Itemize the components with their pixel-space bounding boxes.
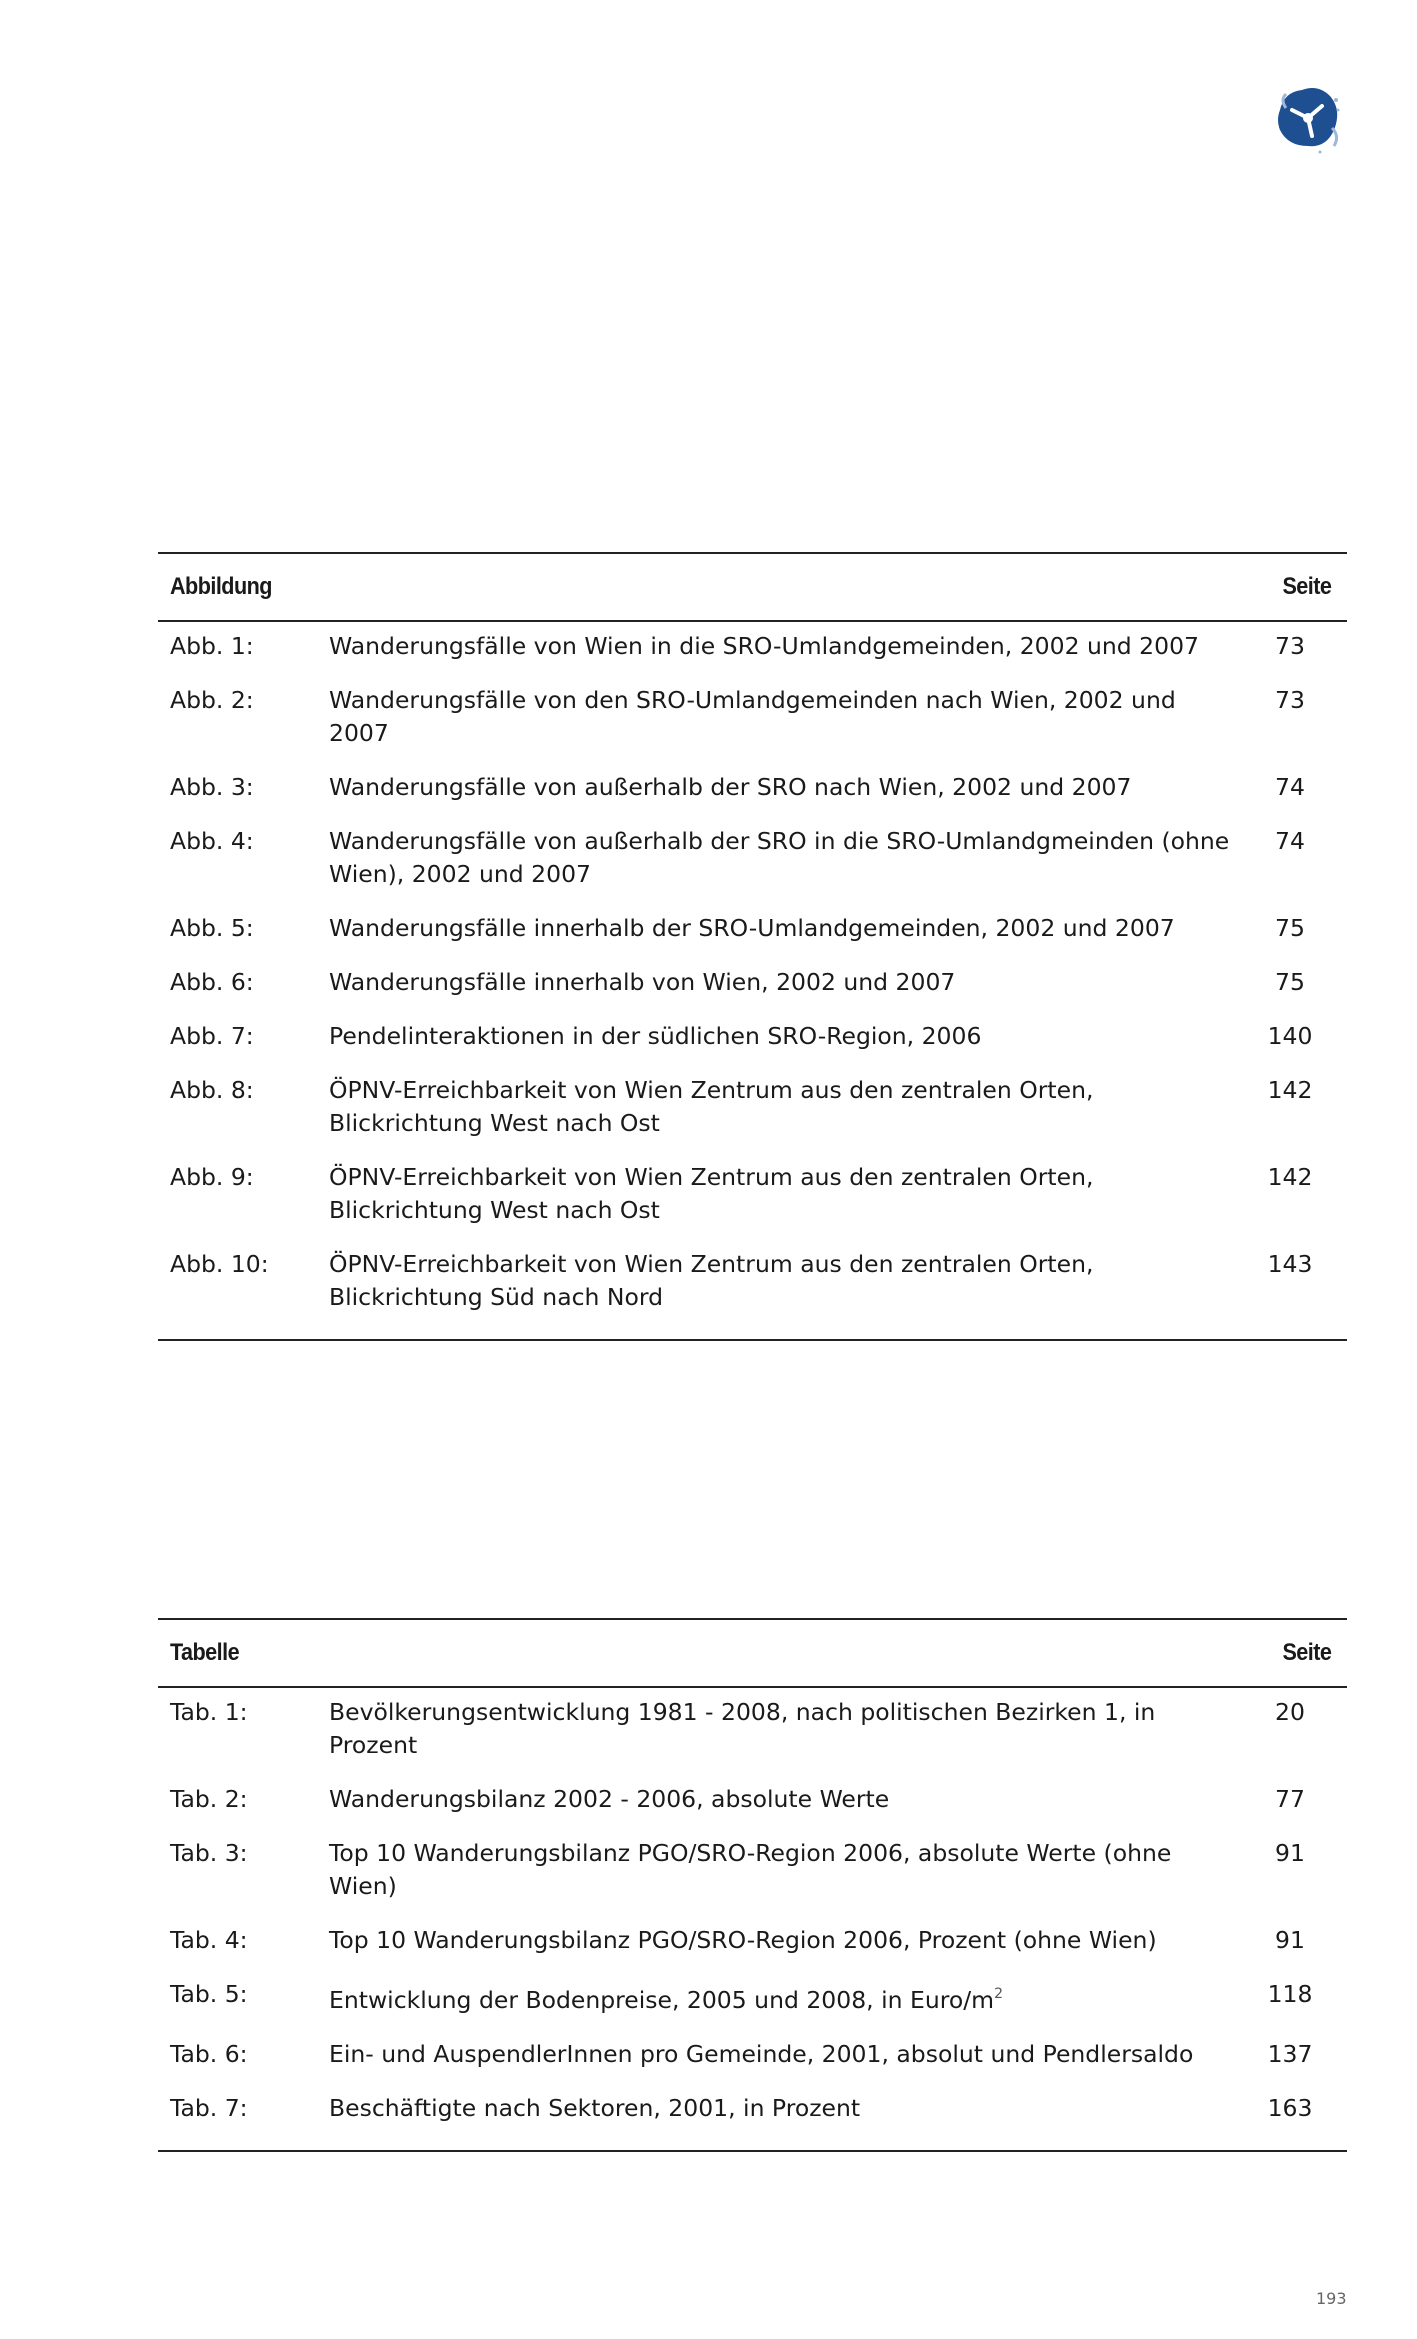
item-title-text: Wanderungsfälle von den SRO-Umlandgemeinden nach Wien, 2002 und 2007 xyxy=(329,686,1176,747)
list-item xyxy=(158,771,1347,825)
item-title xyxy=(329,771,1235,804)
item-title xyxy=(329,825,1235,891)
item-page: 73 xyxy=(1275,686,1305,714)
item-title xyxy=(329,1978,1235,2017)
item-title xyxy=(329,1783,1235,1816)
item-title xyxy=(329,2092,1235,2125)
figures-list xyxy=(158,552,1347,1341)
item-number: Abb. 2: xyxy=(170,686,254,714)
item-page: 77 xyxy=(1275,1785,1305,1813)
page-number: 193 xyxy=(1316,2289,1347,2308)
item-number: Abb. 5: xyxy=(170,914,254,942)
item-number: Abb. 1: xyxy=(170,632,254,660)
item-number: Abb. 4: xyxy=(170,827,254,855)
list-item xyxy=(158,1074,1347,1161)
list-item xyxy=(158,966,1347,1020)
list-item xyxy=(158,1696,1347,1783)
item-page: 74 xyxy=(1275,827,1305,855)
list-item xyxy=(158,630,1347,684)
item-title-text: Beschäftigte nach Sektoren, 2001, in Prozent xyxy=(329,2094,861,2122)
item-title xyxy=(329,1837,1235,1903)
item-title-text: ÖPNV-Erreichbarkeit von Wien Zentrum aus den zentralen Orten, Blickrichtung West nach Ost xyxy=(329,1076,1094,1137)
list-item xyxy=(158,1924,1347,1978)
item-page: 20 xyxy=(1275,1698,1305,1726)
item-title-text: Wanderungsfälle von außerhalb der SRO in die SRO-Umlandgmeinden (ohne Wien), 2002 und 2007 xyxy=(329,827,1230,888)
item-page: 140 xyxy=(1267,1022,1313,1050)
item-page: 75 xyxy=(1275,914,1305,942)
item-number: Abb. 6: xyxy=(170,968,254,996)
item-number: Abb. 9: xyxy=(170,1163,254,1191)
tables-header-label: Tabelle xyxy=(170,1639,240,1666)
item-title-text: Top 10 Wanderungsbilanz PGO/SRO-Region 2006, absolute Werte (ohne Wien) xyxy=(329,1839,1172,1900)
item-title xyxy=(329,1696,1235,1762)
tables-list xyxy=(158,1618,1347,2152)
list-item xyxy=(158,2092,1347,2146)
item-title-text: ÖPNV-Erreichbarkeit von Wien Zentrum aus den zentralen Orten, Blickrichtung Süd nach Nord xyxy=(329,1250,1094,1311)
item-title-text: Wanderungsfälle von Wien in die SRO-Umlandgemeinden, 2002 und 2007 xyxy=(329,632,1199,660)
item-title xyxy=(329,1161,1235,1227)
item-number: Tab. 2: xyxy=(170,1785,248,1813)
publisher-logo-icon xyxy=(1272,80,1344,160)
item-number: Abb. 8: xyxy=(170,1076,254,1104)
item-number: Tab. 6: xyxy=(170,2040,248,2068)
item-page: 75 xyxy=(1275,968,1305,996)
list-item xyxy=(158,1020,1347,1074)
figures-header-page: Seite xyxy=(1282,573,1331,600)
item-page: 163 xyxy=(1267,2094,1313,2122)
item-page: 91 xyxy=(1275,1926,1305,1954)
item-number: Tab. 3: xyxy=(170,1839,248,1867)
item-page: 118 xyxy=(1267,1980,1313,2008)
item-title xyxy=(329,1924,1235,1957)
item-title-text: Wanderungsbilanz 2002 - 2006, absolute Werte xyxy=(329,1785,890,1813)
item-number: Tab. 1: xyxy=(170,1698,248,1726)
item-page: 143 xyxy=(1267,1250,1313,1278)
item-title xyxy=(329,2038,1235,2071)
item-title xyxy=(329,1248,1235,1314)
item-title-superscript: 2 xyxy=(994,1986,1003,2002)
item-title xyxy=(329,684,1235,750)
item-number: Tab. 7: xyxy=(170,2094,248,2122)
item-page: 137 xyxy=(1267,2040,1313,2068)
tables-header-page: Seite xyxy=(1282,1639,1331,1666)
item-title xyxy=(329,1020,1235,1053)
list-item xyxy=(158,1837,1347,1924)
item-number: Abb. 3: xyxy=(170,773,254,801)
figures-header xyxy=(158,552,1347,622)
item-title-text: Entwicklung der Bodenpreise, 2005 und 2008, in Euro/m xyxy=(329,1986,995,2014)
item-title-text: ÖPNV-Erreichbarkeit von Wien Zentrum aus den zentralen Orten, Blickrichtung West nach Ost xyxy=(329,1163,1094,1224)
item-title xyxy=(329,966,1235,999)
figures-rows xyxy=(158,622,1347,1341)
list-item xyxy=(158,1978,1347,2038)
item-page: 74 xyxy=(1275,773,1305,801)
item-page: 91 xyxy=(1275,1839,1305,1867)
item-title-text: Top 10 Wanderungsbilanz PGO/SRO-Region 2006, Prozent (ohne Wien) xyxy=(329,1926,1157,1954)
list-item xyxy=(158,912,1347,966)
list-item xyxy=(158,684,1347,771)
tables-header xyxy=(158,1618,1347,1688)
list-item xyxy=(158,1783,1347,1837)
item-title xyxy=(329,1074,1235,1140)
item-title-text: Pendelinteraktionen in der südlichen SRO-Region, 2006 xyxy=(329,1022,982,1050)
item-page: 73 xyxy=(1275,632,1305,660)
list-item xyxy=(158,2038,1347,2092)
list-item xyxy=(158,825,1347,912)
item-title xyxy=(329,630,1235,663)
item-number: Tab. 5: xyxy=(170,1980,248,2008)
item-number: Tab. 4: xyxy=(170,1926,248,1954)
figures-header-label: Abbildung xyxy=(170,573,272,600)
item-title-text: Ein- und AuspendlerInnen pro Gemeinde, 2001, absolut und Pendlersaldo xyxy=(329,2040,1194,2068)
item-page: 142 xyxy=(1267,1076,1313,1104)
list-item xyxy=(158,1248,1347,1335)
item-number: Abb. 10: xyxy=(170,1250,269,1278)
item-title xyxy=(329,912,1235,945)
item-title-text: Bevölkerungsentwicklung 1981 - 2008, nach politischen Bezirken 1, in Prozent xyxy=(329,1698,1156,1759)
tables-rows xyxy=(158,1688,1347,2152)
list-item xyxy=(158,1161,1347,1248)
item-title-text: Wanderungsfälle von außerhalb der SRO nach Wien, 2002 und 2007 xyxy=(329,773,1132,801)
item-title-text: Wanderungsfälle innerhalb von Wien, 2002 und 2007 xyxy=(329,968,956,996)
item-page: 142 xyxy=(1267,1163,1313,1191)
item-number: Abb. 7: xyxy=(170,1022,254,1050)
item-title-text: Wanderungsfälle innerhalb der SRO-Umlandgemeinden, 2002 und 2007 xyxy=(329,914,1175,942)
